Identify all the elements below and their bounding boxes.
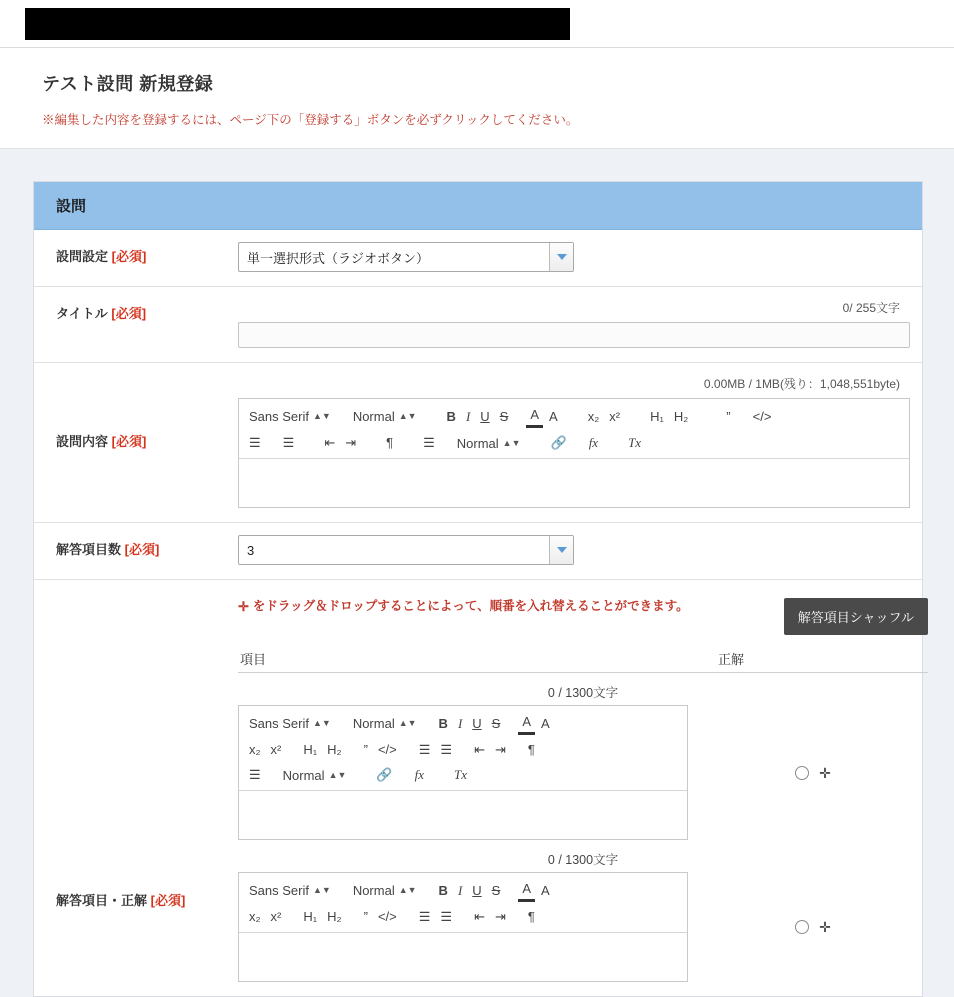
required-marker: [必須] bbox=[111, 306, 147, 321]
font-size-value: Normal bbox=[352, 409, 395, 424]
answer-editor-toolbar bbox=[239, 706, 687, 791]
superscript-icon[interactable]: x² bbox=[609, 408, 621, 424]
row-content bbox=[34, 363, 922, 523]
superscript-icon[interactable]: x² bbox=[270, 742, 282, 757]
align-icon[interactable]: ☰ bbox=[249, 767, 261, 782]
required-marker: [必須] bbox=[150, 893, 186, 908]
content-editor-body[interactable] bbox=[239, 459, 909, 507]
drag-handle-icon[interactable]: ✛ bbox=[819, 764, 831, 781]
label-content-text: 設問内容 bbox=[56, 434, 109, 449]
background-color-icon[interactable]: A bbox=[541, 715, 550, 731]
content-editor[interactable] bbox=[238, 398, 910, 508]
row-title bbox=[34, 287, 922, 363]
align-picker[interactable]: Normal ▲▼ bbox=[456, 435, 521, 451]
answer-correct-cell bbox=[688, 766, 928, 780]
row-answers bbox=[34, 580, 922, 996]
answer-editor[interactable] bbox=[238, 705, 688, 840]
label-question-type-text: 設問設定 bbox=[56, 249, 109, 264]
align-value: Normal bbox=[282, 767, 325, 783]
indent-icon[interactable]: ⇥ bbox=[494, 742, 506, 757]
heading-1-icon[interactable]: H₁ bbox=[650, 408, 664, 424]
font-size-picker[interactable]: Normal ▲▼ bbox=[352, 716, 417, 731]
subscript-icon[interactable]: x₂ bbox=[587, 408, 600, 424]
answer-correct-cell bbox=[688, 920, 928, 934]
formula-icon[interactable]: fx bbox=[414, 767, 424, 782]
label-question-type bbox=[34, 230, 238, 286]
blockquote-icon[interactable]: ” bbox=[726, 408, 731, 424]
drag-handle-icon[interactable]: ✛ bbox=[819, 919, 831, 935]
label-answer-count bbox=[34, 523, 238, 579]
code-block-icon[interactable]: </> bbox=[752, 408, 772, 424]
blockquote-icon[interactable]: ” bbox=[363, 909, 368, 924]
underline-icon[interactable]: U bbox=[472, 882, 482, 898]
drag-drop-hint bbox=[238, 598, 708, 616]
text-direction-icon[interactable]: ¶ bbox=[527, 742, 535, 757]
required-marker: [必須] bbox=[111, 434, 147, 449]
shuffle-answers-button[interactable]: 解答項目シャッフル bbox=[784, 598, 928, 635]
heading-1-icon[interactable]: H₁ bbox=[303, 909, 318, 924]
text-color-icon[interactable]: A bbox=[518, 712, 535, 735]
answers-table-header bbox=[238, 649, 928, 673]
label-answers bbox=[34, 580, 238, 996]
label-content bbox=[34, 363, 238, 522]
required-marker: [必須] bbox=[111, 249, 147, 264]
outdent-icon[interactable]: ⇤ bbox=[474, 909, 485, 924]
question-type-value: 単一選択形式（ラジオボタン） bbox=[247, 250, 430, 266]
italic-icon[interactable]: I bbox=[465, 408, 471, 424]
question-type-select[interactable] bbox=[238, 242, 574, 272]
background-color-icon[interactable]: A bbox=[541, 882, 550, 898]
ordered-list-icon[interactable]: ☰ bbox=[418, 742, 431, 757]
answer-row bbox=[238, 673, 928, 840]
page-header bbox=[0, 48, 954, 149]
outdent-icon[interactable]: ⇤ bbox=[474, 742, 485, 757]
clear-format-icon[interactable]: Tx bbox=[453, 767, 467, 782]
bold-icon[interactable]: B bbox=[446, 408, 456, 424]
superscript-icon[interactable]: x² bbox=[270, 909, 282, 924]
required-marker: [必須] bbox=[124, 542, 160, 557]
bold-icon[interactable]: B bbox=[438, 715, 448, 731]
answer-editor-toolbar bbox=[239, 873, 687, 933]
font-family-value: Sans Serif bbox=[249, 883, 309, 898]
font-family-picker[interactable]: Sans Serif ▲▼ bbox=[249, 409, 331, 424]
code-block-icon[interactable]: </> bbox=[377, 909, 397, 924]
align-picker[interactable]: Normal ▲▼ bbox=[282, 767, 347, 783]
answer-editor-body[interactable] bbox=[239, 933, 687, 981]
align-icon[interactable]: ☰ bbox=[423, 435, 435, 450]
heading-1-icon[interactable]: H₁ bbox=[303, 742, 318, 757]
strikethrough-icon[interactable]: S bbox=[491, 715, 501, 731]
column-header-correct: 正解 bbox=[718, 652, 745, 667]
italic-icon[interactable]: I bbox=[457, 882, 463, 898]
bullet-list-icon[interactable]: ☰ bbox=[440, 742, 453, 757]
underline-icon[interactable]: U bbox=[480, 408, 490, 424]
label-title-text: タイトル bbox=[56, 306, 108, 321]
font-family-picker[interactable]: Sans Serif ▲▼ bbox=[249, 716, 331, 731]
font-size-value: Normal bbox=[352, 716, 395, 731]
subscript-icon[interactable]: x₂ bbox=[249, 742, 261, 757]
answer-count-value: 3 bbox=[247, 542, 255, 558]
top-strip bbox=[0, 0, 954, 48]
chevron-down-icon[interactable] bbox=[549, 243, 573, 271]
text-direction-icon[interactable]: ¶ bbox=[527, 909, 535, 924]
underline-icon[interactable]: U bbox=[472, 715, 482, 731]
font-family-value: Sans Serif bbox=[249, 409, 309, 424]
page-notice: ※編集した内容を登録するには、ページ下の「登録する」ボタンを必ずクリックしてください。 bbox=[42, 113, 579, 127]
field-question-type bbox=[238, 230, 922, 286]
background-color-icon[interactable]: A bbox=[549, 408, 558, 424]
font-family-value: Sans Serif bbox=[249, 716, 309, 731]
redacted-banner bbox=[25, 8, 570, 40]
subscript-icon[interactable]: x₂ bbox=[249, 909, 261, 924]
heading-2-icon[interactable]: H₂ bbox=[673, 408, 689, 424]
bullet-list-icon[interactable]: ☰ bbox=[282, 435, 295, 450]
content-size-counter: 0.00MB / 1MB(残り：1,048,551byte) bbox=[703, 377, 900, 391]
link-icon[interactable]: 🔗 bbox=[550, 435, 567, 450]
indent-icon[interactable]: ⇥ bbox=[494, 909, 506, 924]
page-title: テスト設問 新規登録 bbox=[42, 74, 214, 94]
answer-count-select[interactable] bbox=[238, 535, 574, 565]
align-value: Normal bbox=[456, 435, 499, 451]
font-size-picker[interactable]: Normal ▲▼ bbox=[352, 883, 417, 898]
font-family-picker[interactable]: Sans Serif ▲▼ bbox=[249, 883, 331, 898]
link-icon[interactable]: 🔗 bbox=[376, 767, 393, 782]
drag-drop-hint-text: をドラッグ＆ドロップすることによって、順番を入れ替えることができます。 bbox=[252, 599, 689, 613]
row-question-type bbox=[34, 230, 922, 287]
column-header-item: 項目 bbox=[240, 652, 267, 667]
field-title bbox=[238, 287, 932, 362]
field-answer-count bbox=[238, 523, 922, 579]
field-content bbox=[238, 363, 932, 522]
bold-icon[interactable]: B bbox=[438, 882, 448, 898]
heading-2-icon[interactable]: H₂ bbox=[327, 909, 342, 924]
strikethrough-icon[interactable]: S bbox=[491, 882, 501, 898]
chevron-down-icon[interactable] bbox=[549, 536, 573, 564]
correct-answer-radio[interactable] bbox=[795, 766, 809, 780]
text-color-icon[interactable]: A bbox=[526, 405, 543, 428]
font-size-value: Normal bbox=[352, 883, 395, 898]
row-answer-count bbox=[34, 523, 922, 580]
label-answer-count-text: 解答項目数 bbox=[56, 542, 122, 557]
clear-format-icon[interactable]: Tx bbox=[628, 435, 642, 450]
heading-2-icon[interactable]: H₂ bbox=[327, 742, 342, 757]
answer-counter: 0 / 1300文字 bbox=[547, 686, 619, 700]
strikethrough-icon[interactable]: S bbox=[499, 408, 509, 424]
move-icon: ✛ bbox=[238, 599, 249, 614]
bullet-list-icon[interactable]: ☰ bbox=[440, 909, 453, 924]
panel-title: 設問 bbox=[34, 182, 922, 230]
field-answers bbox=[238, 580, 950, 996]
ordered-list-icon[interactable]: ☰ bbox=[249, 435, 261, 450]
ordered-list-icon[interactable]: ☰ bbox=[418, 909, 431, 924]
formula-icon[interactable]: fx bbox=[588, 435, 599, 450]
correct-answer-radio[interactable] bbox=[795, 920, 809, 934]
blockquote-icon[interactable]: ” bbox=[363, 742, 368, 757]
title-input[interactable] bbox=[238, 322, 910, 348]
content-area bbox=[0, 149, 954, 997]
font-size-picker[interactable]: Normal ▲▼ bbox=[352, 409, 417, 424]
italic-icon[interactable]: I bbox=[457, 715, 463, 731]
text-color-icon[interactable]: A bbox=[518, 879, 535, 902]
label-title bbox=[34, 287, 238, 362]
answer-editor-body[interactable] bbox=[239, 791, 687, 839]
text-direction-icon[interactable]: ¶ bbox=[386, 435, 394, 450]
content-editor-toolbar bbox=[239, 399, 909, 459]
answer-editor[interactable] bbox=[238, 872, 688, 982]
title-counter: 0/ 255文字 bbox=[842, 301, 900, 315]
indent-icon[interactable]: ⇥ bbox=[345, 435, 357, 450]
question-panel bbox=[33, 181, 923, 997]
answer-counter: 0 / 1300文字 bbox=[547, 853, 619, 867]
outdent-icon[interactable]: ⇤ bbox=[324, 435, 336, 450]
label-answers-text: 解答項目・正解 bbox=[56, 893, 148, 908]
code-block-icon[interactable]: </> bbox=[377, 742, 397, 757]
